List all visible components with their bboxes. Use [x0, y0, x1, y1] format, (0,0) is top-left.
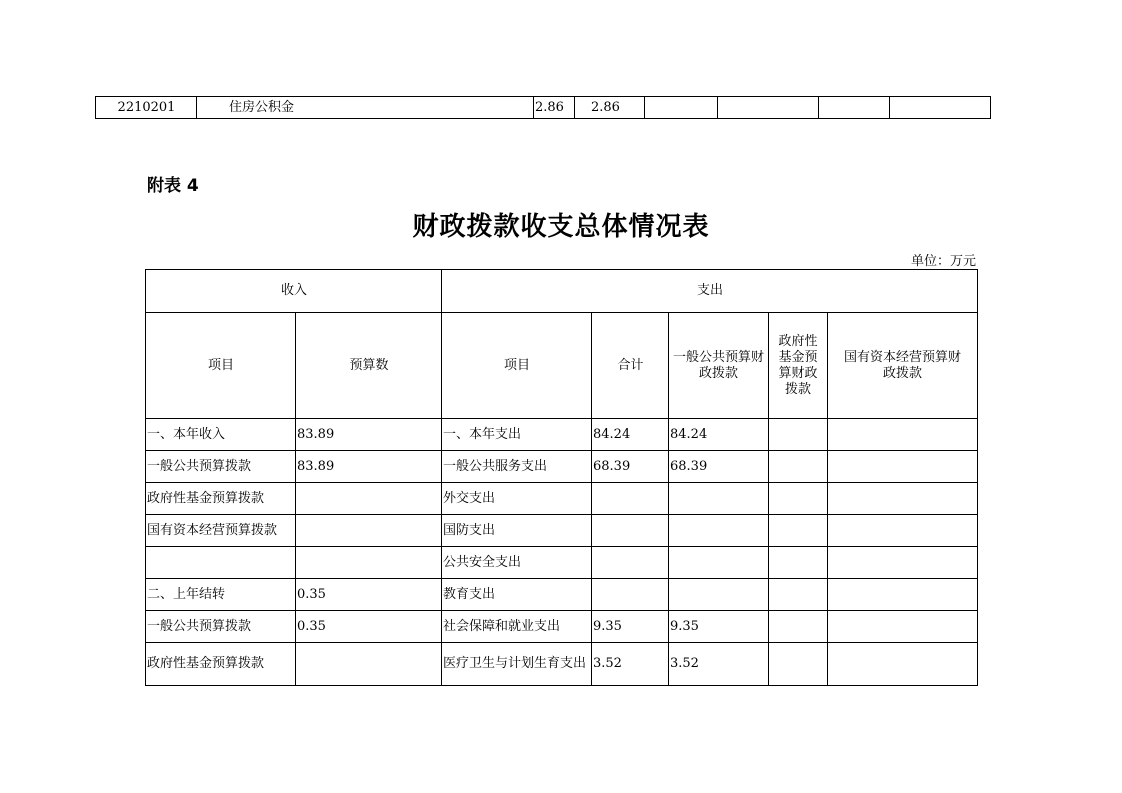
- general-public-cell: [669, 483, 769, 515]
- total-cell: [592, 515, 669, 547]
- income-item-cell: 国有资本经营预算拨款: [146, 515, 296, 547]
- value-cell: [890, 97, 991, 119]
- total-cell: 3.52: [592, 643, 669, 686]
- appendix-label: 附表 4: [147, 176, 199, 196]
- value-cell: 2.86: [534, 97, 575, 119]
- table-header-row: [146, 270, 978, 313]
- gov-fund-cell: [769, 643, 828, 686]
- value-cell: [645, 97, 718, 119]
- general-public-cell: [669, 579, 769, 611]
- gov-fund-header: 政府性基金预算财政拨款: [769, 313, 828, 419]
- general-public-cell: 3.52: [669, 643, 769, 686]
- expense-item-cell: 公共安全支出: [442, 547, 592, 579]
- gov-fund-cell: [769, 579, 828, 611]
- general-public-cell: [669, 515, 769, 547]
- expense-item-cell: 国防支出: [442, 515, 592, 547]
- budget-value-cell: 0.35: [296, 579, 442, 611]
- table-row: [146, 547, 978, 579]
- gov-fund-cell: [769, 547, 828, 579]
- state-capital-header: 国有资本经营预算财政拨款: [828, 313, 978, 419]
- expense-item-cell: 教育支出: [442, 579, 592, 611]
- table-row: [146, 515, 978, 547]
- gov-fund-cell: [769, 611, 828, 643]
- table-row: [146, 483, 978, 515]
- gov-fund-cell: [769, 515, 828, 547]
- state-capital-cell: [828, 643, 978, 686]
- expense-item-cell: 一般公共服务支出: [442, 451, 592, 483]
- table-row: [146, 611, 978, 643]
- expense-item-header: 项目: [442, 313, 592, 419]
- general-public-cell: 84.24: [669, 419, 769, 451]
- income-header: 收入: [146, 270, 442, 313]
- gov-fund-cell: [769, 451, 828, 483]
- state-capital-cell: [828, 547, 978, 579]
- state-capital-cell: [828, 611, 978, 643]
- table-body: [146, 419, 978, 686]
- income-item-cell: 政府性基金预算拨款: [146, 483, 296, 515]
- income-item-cell: 一般公共预算拨款: [146, 451, 296, 483]
- total-cell: [592, 547, 669, 579]
- income-item-cell: [146, 547, 296, 579]
- budget-value-cell: 0.35: [296, 611, 442, 643]
- state-capital-cell: [828, 579, 978, 611]
- gov-fund-cell: [769, 419, 828, 451]
- income-item-cell: 政府性基金预算拨款: [146, 643, 296, 686]
- table-row: [146, 419, 978, 451]
- state-capital-cell: [828, 515, 978, 547]
- expense-item-cell: 一、本年支出: [442, 419, 592, 451]
- value-cell: 2.86: [575, 97, 645, 119]
- income-item-cell: 一般公共预算拨款: [146, 611, 296, 643]
- state-capital-cell: [828, 419, 978, 451]
- expense-item-cell: 医疗卫生与计划生育支出: [442, 643, 592, 686]
- state-capital-cell: [828, 451, 978, 483]
- income-item-header: 项目: [146, 313, 296, 419]
- subject-code-cell: 2210201: [96, 97, 197, 119]
- table-row: [96, 97, 991, 119]
- total-cell: 84.24: [592, 419, 669, 451]
- unit-label: 单位：万元: [910, 254, 976, 269]
- total-cell: 68.39: [592, 451, 669, 483]
- state-capital-cell: [828, 483, 978, 515]
- value-cell: [718, 97, 819, 119]
- income-item-cell: 一、本年收入: [146, 419, 296, 451]
- income-item-cell: 二、上年结转: [146, 579, 296, 611]
- budget-header: 预算数: [296, 313, 442, 419]
- total-cell: [592, 579, 669, 611]
- total-cell: 9.35: [592, 611, 669, 643]
- budget-value-cell: [296, 483, 442, 515]
- table-subheader-row: [146, 313, 978, 419]
- expense-item-cell: 外交支出: [442, 483, 592, 515]
- fiscal-summary-table: [145, 269, 978, 686]
- budget-value-cell: [296, 547, 442, 579]
- budget-value-cell: [296, 643, 442, 686]
- expense-header: 支出: [442, 270, 978, 313]
- total-cell: [592, 483, 669, 515]
- budget-value-cell: [296, 515, 442, 547]
- gov-fund-cell: [769, 483, 828, 515]
- budget-value-cell: 83.89: [296, 451, 442, 483]
- value-cell: [819, 97, 890, 119]
- page-title: 财政拨款收支总体情况表: [412, 212, 710, 242]
- budget-value-cell: 83.89: [296, 419, 442, 451]
- subject-name-cell: 住房公积金: [197, 97, 534, 119]
- general-public-header: 一般公共预算财政拨款: [669, 313, 769, 419]
- expense-item-cell: 社会保障和就业支出: [442, 611, 592, 643]
- general-public-cell: 9.35: [669, 611, 769, 643]
- general-public-cell: 68.39: [669, 451, 769, 483]
- table-row: [146, 579, 978, 611]
- general-public-cell: [669, 547, 769, 579]
- table-row: [146, 451, 978, 483]
- previous-table-fragment: [95, 96, 991, 119]
- total-header: 合计: [592, 313, 669, 419]
- table-row: [146, 643, 978, 686]
